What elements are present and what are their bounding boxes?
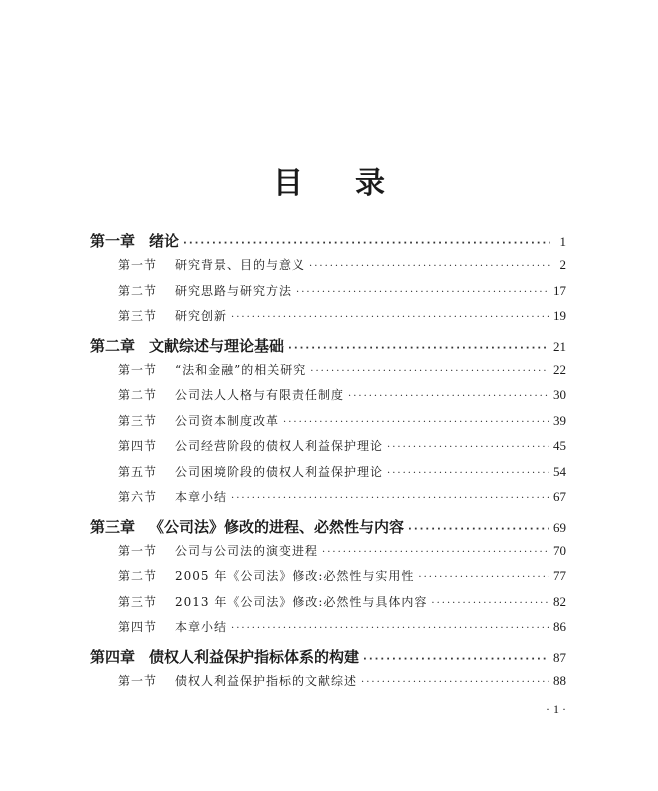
toc-entry-page: 86 <box>553 619 566 634</box>
toc-entry-title: 研究创新 <box>175 309 228 323</box>
toc-leader-dots <box>361 677 549 688</box>
toc-entry-title: 公司法人人格与有限责任制度 <box>175 388 345 402</box>
toc-entry-label: 第四章 <box>90 647 136 666</box>
toc-leader-dots <box>431 598 549 609</box>
toc-entry-page: 30 <box>553 387 566 402</box>
toc-section-entry[interactable] <box>90 256 566 282</box>
toc-entry-title: 绪论 <box>149 232 180 250</box>
toc-leader-dots <box>363 654 549 665</box>
toc-leader-dots <box>288 343 549 354</box>
toc-section-entry[interactable] <box>90 386 566 412</box>
toc-entry-page: 67 <box>553 489 566 504</box>
toc-leader-dots <box>309 261 550 272</box>
toc-section-entry[interactable] <box>90 361 566 387</box>
toc-entry-label: 第二节 <box>118 283 158 298</box>
toc-entry-label: 第四节 <box>118 439 158 453</box>
toc-leader-dots <box>310 366 549 377</box>
toc-section-entry[interactable] <box>90 567 566 593</box>
toc-title <box>0 158 658 202</box>
toc-entry-page: 70 <box>553 542 566 558</box>
toc-entry-page: 21 <box>553 338 566 354</box>
toc-entry-label: 第一章 <box>90 232 136 250</box>
toc-entry-label: 第一节 <box>118 362 158 377</box>
toc-entry-label: 第一节 <box>118 258 158 272</box>
toc-section-entry[interactable] <box>90 618 566 644</box>
toc-leader-dots <box>183 238 550 249</box>
toc-entry-page: 2 <box>559 257 566 272</box>
toc-entry-page: 54 <box>553 463 566 479</box>
toc-entry-page: 87 <box>553 649 566 665</box>
toc-entry-label: 第二节 <box>118 569 158 583</box>
toc-leader-dots <box>231 623 549 634</box>
toc-section-entry[interactable] <box>90 437 566 463</box>
toc-entry-page: 45 <box>553 438 566 453</box>
toc-entry-title: 公司与公司法的演变进程 <box>175 543 319 558</box>
toc-section-entry[interactable] <box>90 412 566 438</box>
toc-section-entry[interactable] <box>90 307 566 333</box>
toc-entry-title: 债权人利益保护指标的文献综述 <box>175 673 358 688</box>
toc-entry-page: 69 <box>553 519 566 535</box>
toc-entry-page: 17 <box>553 282 566 298</box>
toc-title-char-1: 目 <box>273 166 303 201</box>
table-of-contents <box>90 228 566 697</box>
toc-entry-title: 债权人利益保护指标体系的构建 <box>149 647 360 666</box>
toc-entry-title: 本章小结 <box>175 490 228 504</box>
toc-entry-title: 公司资本制度改革 <box>175 413 280 428</box>
page-number: · 1 · <box>546 702 566 716</box>
toc-entry-page: 88 <box>553 672 566 688</box>
toc-entry-label: 第三节 <box>118 594 158 609</box>
toc-section-entry[interactable] <box>90 542 566 568</box>
toc-section-entry[interactable] <box>90 488 566 514</box>
toc-entry-label: 第四节 <box>118 620 158 634</box>
toc-leader-dots <box>418 572 549 583</box>
toc-entry-label: 第三节 <box>118 413 158 428</box>
toc-leader-dots <box>387 468 549 479</box>
toc-entry-title: 本章小结 <box>175 620 228 634</box>
toc-chapter-entry[interactable] <box>90 646 566 672</box>
toc-entry-label: 第一节 <box>118 673 158 688</box>
toc-entry-title: 研究背景、目的与意义 <box>175 258 306 272</box>
toc-leader-dots <box>296 287 549 298</box>
toc-entry-page: 77 <box>553 568 566 583</box>
toc-entry-page: 19 <box>553 308 566 323</box>
toc-leader-dots <box>387 442 549 453</box>
toc-chapter-entry[interactable] <box>90 230 566 256</box>
toc-entry-page: 22 <box>553 361 566 377</box>
toc-section-entry[interactable] <box>90 593 566 619</box>
toc-entry-title: “法和金融”的相关研究 <box>175 362 307 377</box>
toc-entry-title: 2005 年《公司法》修改:必然性与实用性 <box>175 569 415 583</box>
toc-entry-page: 39 <box>553 412 566 428</box>
toc-entry-label: 第二章 <box>90 336 136 355</box>
toc-entry-title: 2013 年《公司法》修改:必然性与具体内容 <box>175 594 428 609</box>
toc-title-char-2: 录 <box>355 166 385 201</box>
toc-leader-dots <box>283 417 549 428</box>
toc-entry-label: 第三章 <box>90 517 136 536</box>
toc-leader-dots <box>231 312 549 323</box>
toc-leader-dots <box>348 391 549 402</box>
toc-entry-title: 《公司法》修改的进程、必然性与内容 <box>149 517 405 536</box>
toc-entry-label: 第一节 <box>118 543 158 558</box>
toc-chapter-entry[interactable] <box>90 516 566 542</box>
toc-entry-page: 82 <box>553 593 566 609</box>
toc-section-entry[interactable] <box>90 282 566 308</box>
toc-leader-dots <box>408 524 549 535</box>
toc-entry-label: 第六节 <box>118 490 158 504</box>
toc-entry-title: 文献综述与理论基础 <box>149 336 285 355</box>
toc-entry-page: 1 <box>559 234 566 249</box>
toc-entry-title: 公司困境阶段的债权人利益保护理论 <box>175 464 384 479</box>
toc-entry-label: 第五节 <box>118 464 158 479</box>
toc-section-entry[interactable] <box>90 463 566 489</box>
toc-section-entry[interactable] <box>90 672 566 698</box>
toc-leader-dots <box>231 493 549 504</box>
toc-entry-title: 公司经营阶段的债权人利益保护理论 <box>175 439 384 453</box>
toc-leader-dots <box>322 547 549 558</box>
toc-entry-label: 第二节 <box>118 388 158 402</box>
toc-chapter-entry[interactable] <box>90 335 566 361</box>
toc-entry-title: 研究思路与研究方法 <box>175 283 293 298</box>
toc-entry-label: 第三节 <box>118 309 158 323</box>
